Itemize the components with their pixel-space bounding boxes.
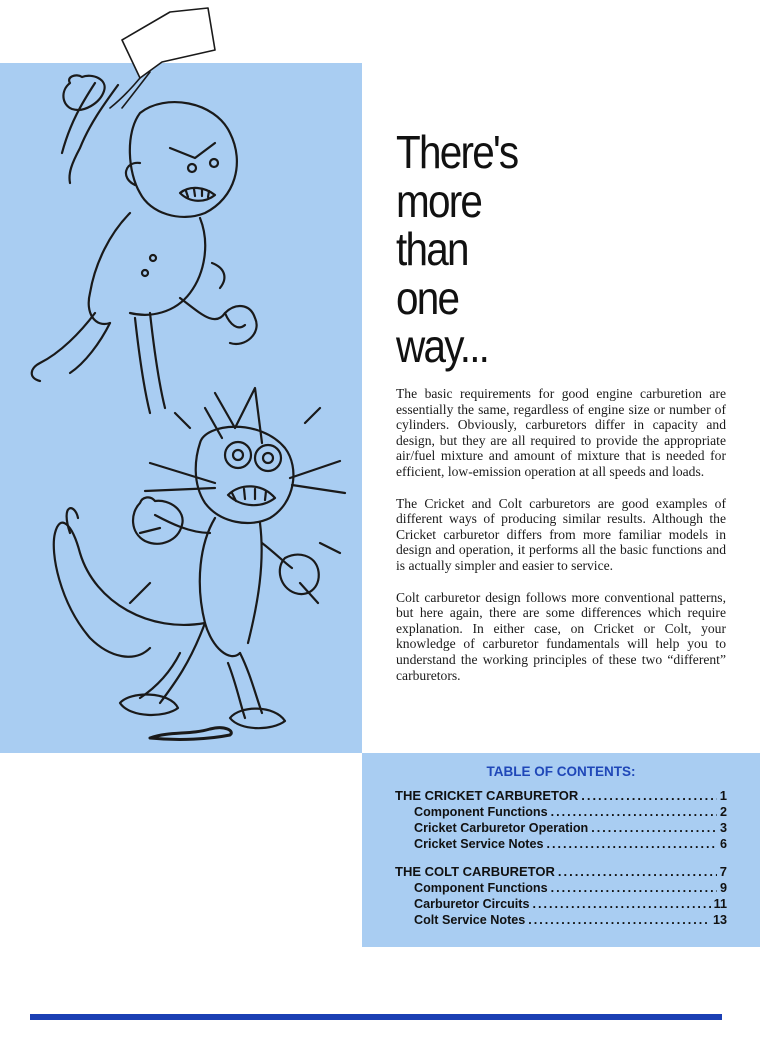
toc-label: Cricket Service Notes bbox=[414, 837, 544, 851]
headline-line: one bbox=[396, 271, 459, 324]
toc-page: 6 bbox=[719, 837, 727, 851]
toc-label: Carburetor Circuits bbox=[414, 897, 530, 911]
toc-leader bbox=[528, 913, 710, 927]
table-of-contents bbox=[362, 753, 760, 947]
cartoon-illustration bbox=[0, 63, 362, 753]
paragraph: The Cricket and Colt carburetors are good examples of different ways of producing similar results. Although the Cricket carburetor differs from more familiar models in design and operation, it performs all the basic functions and is actually simpler and easier to service. bbox=[396, 495, 726, 573]
intro-text bbox=[396, 386, 726, 699]
toc-leader bbox=[558, 864, 717, 879]
toc-leader bbox=[591, 821, 717, 835]
paragraph: Colt carburetor design follows more conventional patterns, but here again, there are some differences which require explanation. In either case, on Cricket or Colt, your knowledge of carburetor fundamentals will help you to understand the working principles of these two “different” carburetors. bbox=[396, 589, 726, 683]
toc-section-colt[interactable] bbox=[395, 864, 727, 879]
illustration-panel bbox=[0, 63, 362, 753]
toc-label: Cricket Carburetor Operation bbox=[414, 821, 589, 835]
headline-line: than bbox=[396, 223, 468, 275]
toc-page: 9 bbox=[719, 881, 727, 895]
toc-item[interactable] bbox=[414, 881, 727, 895]
toc-item[interactable] bbox=[414, 805, 727, 819]
toc-page: 11 bbox=[713, 897, 727, 911]
footer-rule bbox=[30, 1014, 722, 1020]
toc-page: 7 bbox=[719, 864, 727, 879]
toc-title: TABLE OF CONTENTS: bbox=[486, 764, 636, 779]
toc-leader bbox=[581, 788, 717, 803]
toc-label: Component Functions bbox=[414, 805, 548, 819]
toc-page: 2 bbox=[719, 805, 727, 819]
cleaver-icon bbox=[100, 0, 230, 110]
page-headline bbox=[396, 128, 696, 371]
headline-line: more bbox=[396, 174, 482, 227]
toc-page: 1 bbox=[719, 788, 727, 803]
toc-leader bbox=[532, 897, 710, 911]
toc-leader bbox=[551, 881, 717, 895]
toc-label: Component Functions bbox=[414, 881, 548, 895]
paragraph: The basic requirements for good engine carburetion are essentially the same, regardless of engine size or number of cylinders. Obviously, carburetors differ in capacity and design, but they are all required to provide the appropriate air/fuel mixture and amount of mixture that is needed for efficient, low-emission operation at all speeds and loads. bbox=[396, 386, 726, 479]
toc-label: THE CRICKET CARBURETOR bbox=[395, 788, 579, 803]
toc-page: 13 bbox=[712, 913, 727, 927]
toc-leader bbox=[551, 805, 717, 819]
toc-item[interactable] bbox=[414, 897, 727, 911]
toc-section-cricket[interactable] bbox=[395, 788, 727, 803]
toc-leader bbox=[547, 837, 717, 851]
toc-item[interactable] bbox=[414, 837, 727, 851]
cat-figure bbox=[54, 388, 345, 739]
toc-page: 3 bbox=[719, 821, 727, 835]
headline-line: way... bbox=[396, 320, 489, 372]
toc-item[interactable] bbox=[414, 821, 727, 835]
toc-label: THE COLT CARBURETOR bbox=[395, 864, 555, 879]
toc-item[interactable] bbox=[414, 913, 727, 927]
headline-line: There's bbox=[396, 126, 518, 178]
toc-label: Colt Service Notes bbox=[414, 913, 526, 927]
monkey-figure bbox=[32, 75, 257, 413]
